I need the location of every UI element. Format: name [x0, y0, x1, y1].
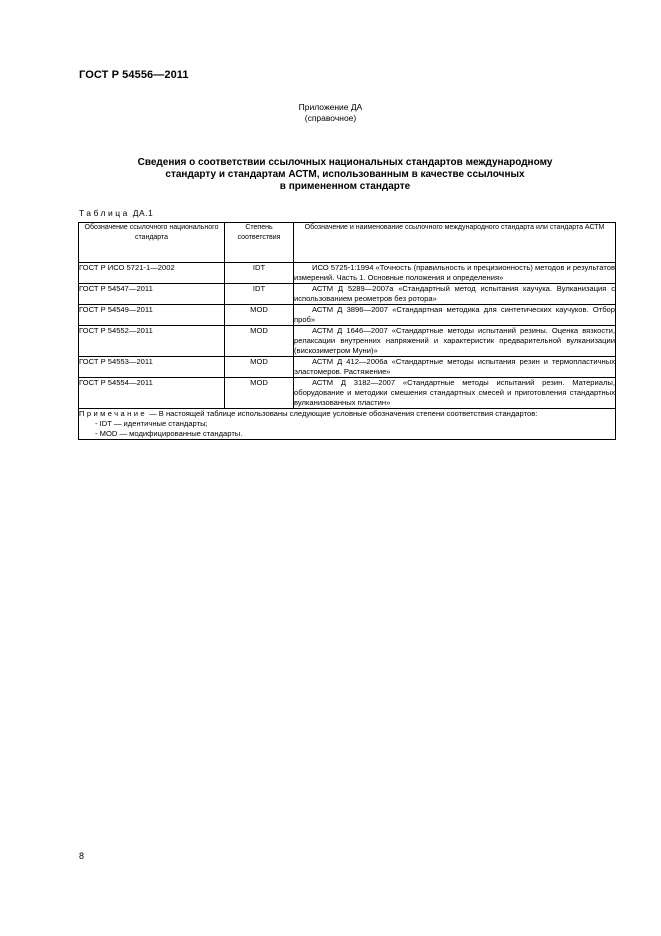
reference-cell: [294, 378, 616, 409]
column-header-national: Обозначение ссылочного национального стандарта: [79, 223, 225, 263]
degree-cell: MOD: [225, 357, 294, 378]
table-row: [79, 378, 616, 409]
reference-cell: [294, 357, 616, 378]
section-title-line: Сведения о соответствии ссылочных национальных стандартов международному: [137, 157, 553, 168]
note-label: Примечание: [79, 409, 147, 418]
reference-cell: [294, 284, 616, 305]
table-label: [79, 208, 153, 218]
column-header-reference: Обозначение и наименование ссылочного международного стандарта или стандарта АСТМ: [294, 223, 616, 263]
reference-text: АСТМ Д 3182—2007 «Стандартные методы испытаний резин. Материалы, оборудование и методики смешения стандартных смесей и приготовления стандартных вулканизованных пластин»: [294, 378, 615, 407]
reference-text: АСТМ Д 3896—2007 «Стандартная методика для синтетических каучуков. Отбор проб»: [294, 305, 615, 324]
national-standard-cell: ГОСТ Р 54547—2011: [79, 284, 225, 305]
correspondence-table: [78, 222, 616, 440]
national-standard-cell: ГОСТ Р 54552—2011: [79, 326, 225, 357]
table-note-row: [79, 409, 616, 440]
reference-text: ИСО 5725-1:1994 «Точность (правильность и прецизионность) методов и результатов измерений. Часть 1. Основные положения и определения»: [294, 263, 616, 282]
national-standard-cell: ГОСТ Р 54554—2011: [79, 378, 225, 409]
degree-cell: IDT: [225, 263, 294, 284]
reference-text: АСТМ Д 5289—2007а «Стандартный метод испытания каучука. Вулканизация с использованием реометров без ротора»: [294, 284, 615, 303]
degree-cell: MOD: [225, 378, 294, 409]
table-header-row: [79, 223, 616, 263]
table-row: [79, 305, 616, 326]
reference-cell: [294, 305, 616, 326]
table-row: [79, 284, 616, 305]
reference-cell: [294, 263, 616, 284]
note-item-mod: - MOD — модифицированные стандарты.: [95, 429, 243, 438]
table-row: [79, 326, 616, 357]
degree-cell: MOD: [225, 305, 294, 326]
national-standard-cell: ГОСТ Р ИСО 5721-1—2002: [79, 263, 225, 284]
reference-text: АСТМ Д 1646—2007 «Стандартные методы испытаний резины. Оценка вязкости, релаксации внутренних напряжений и характеристик предварительной вулканизации (вискозиметром Муни)»: [294, 326, 615, 355]
column-header-degree: Степень соответствия: [225, 223, 294, 263]
national-standard-cell: ГОСТ Р 54549—2011: [79, 305, 225, 326]
reference-cell: [294, 326, 616, 357]
document-code: ГОСТ Р 54556—2011: [79, 69, 189, 81]
appendix-title: Приложение ДА: [298, 102, 363, 112]
degree-cell: IDT: [225, 284, 294, 305]
degree-cell: MOD: [225, 326, 294, 357]
page-number: 8: [79, 851, 85, 861]
appendix-type: (справочное): [304, 113, 357, 123]
note-item-idt: - IDT — идентичные стандарты;: [95, 419, 208, 428]
section-title: [95, 157, 595, 193]
table-label-id: ДА.1: [132, 208, 154, 218]
note-text: — В настоящей таблице использованы следующие условные обозначения степени соответствия стандартов:: [146, 409, 538, 418]
reference-text: АСТМ Д 412—2006а «Стандартные методы испытания резин и термопластичных эластомеров. Растяжение»: [294, 357, 615, 376]
section-title-line: стандарту и стандартам АСТМ, использованным в качестве ссылочных: [165, 169, 525, 180]
national-standard-cell: ГОСТ Р 54553—2011: [79, 357, 225, 378]
table-row: [79, 263, 616, 284]
table-label-word: Таблица: [79, 208, 130, 218]
table-row: [79, 357, 616, 378]
section-title-line: в примененном стандарте: [279, 181, 411, 192]
table-note: [79, 409, 616, 440]
